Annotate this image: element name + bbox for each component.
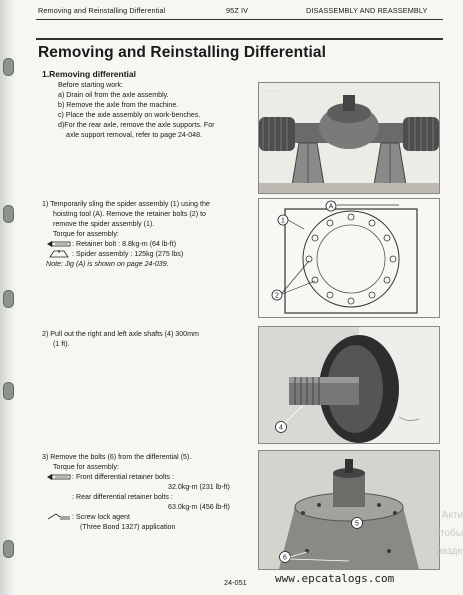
spider-assembly-text: : Spider assembly : 125kg (275 lbs) bbox=[72, 250, 184, 258]
callout-1: 1 bbox=[281, 217, 285, 225]
step1-line1: 1) Temporarily sling the spider assembly (1) using the bbox=[42, 200, 210, 208]
screw-lock-icon bbox=[46, 513, 72, 521]
axle-shaft-photo bbox=[258, 326, 440, 444]
spider-assembly-spec bbox=[46, 250, 183, 259]
header-right: DISASSEMBLY AND REASSEMBLY bbox=[306, 6, 428, 15]
axle-shaft-illustration bbox=[259, 327, 439, 443]
header-model: 95Z IV bbox=[226, 6, 249, 15]
torque-label: Torque for assembly: bbox=[53, 230, 119, 238]
binder-hole bbox=[3, 290, 14, 308]
differential-photo bbox=[258, 450, 440, 570]
header-rule bbox=[36, 19, 443, 20]
front-retainer-value: 32.0kg-m (231 lb-ft) bbox=[168, 483, 230, 491]
jig-note: Note: Jig (A) is shown on page 24-039. bbox=[46, 260, 169, 268]
screw-lock-text: : Screw lock agent bbox=[72, 513, 130, 521]
step-b: b) Remove the axle from the machine. bbox=[58, 101, 179, 109]
rear-retainer-spec: : Rear differential retainer bolts : bbox=[72, 493, 173, 501]
step1-line2: hoisting tool (A). Remove the retainer bolts (2) to bbox=[53, 210, 206, 218]
axle-illustration bbox=[259, 83, 439, 193]
binder-hole bbox=[3, 382, 14, 400]
differential-illustration bbox=[259, 451, 439, 569]
spider-figure bbox=[258, 198, 440, 318]
spider-assembly-diagram bbox=[259, 199, 439, 317]
faint-overlay-2: Чтобы bbox=[433, 528, 463, 539]
retainer-bolt-spec bbox=[46, 240, 176, 249]
screw-lock-application: (Three Bond 1327) application bbox=[80, 523, 176, 531]
callout-6: 6 bbox=[283, 554, 287, 562]
rear-retainer-value: 63.0kg-m (456 lb-ft) bbox=[168, 503, 230, 511]
binder-hole bbox=[3, 205, 14, 223]
callout-a: A bbox=[328, 203, 334, 211]
page-number: 24-051 bbox=[224, 578, 247, 587]
faint-overlay-1: Акти bbox=[441, 510, 463, 521]
svg-text:~ ~ ~: ~ ~ ~ bbox=[265, 89, 279, 95]
step2-line1: 2) Pull out the right and left axle shafts (4) 300mm bbox=[42, 330, 199, 338]
step-c: c) Place the axle assembly on work-benches. bbox=[58, 111, 201, 119]
title-rule bbox=[36, 38, 443, 40]
page-title: Removing and Reinstalling Differential bbox=[38, 44, 327, 61]
front-retainer-spec bbox=[46, 473, 174, 482]
wrench-icon bbox=[46, 240, 72, 248]
faint-overlay-3: разде bbox=[436, 546, 463, 557]
wrench-icon bbox=[46, 473, 72, 481]
site-watermark[interactable]: www.epcatalogs.com bbox=[275, 572, 395, 585]
binder-hole bbox=[3, 540, 14, 558]
step-d: d)For the rear axle, remove the axle supports. For bbox=[58, 121, 215, 129]
step-a: a) Drain oil from the axle assembly. bbox=[58, 91, 169, 99]
intro-text: Before starting work: bbox=[58, 81, 124, 89]
callout-5: 5 bbox=[355, 520, 359, 528]
callout-4: 4 bbox=[279, 424, 283, 432]
torque-label-2: Torque for assembly: bbox=[53, 463, 119, 471]
header-left: Removing and Reinstalling Differential bbox=[38, 6, 166, 15]
binder-edge bbox=[0, 0, 16, 595]
step2-line2: (1 ft). bbox=[53, 340, 70, 348]
step-d-cont: axle support removal, refer to page 24-048. bbox=[66, 131, 203, 139]
front-retainer-text: : Front differential retainer bolts : bbox=[72, 473, 174, 481]
axle-photo bbox=[258, 82, 440, 194]
retainer-bolt-text: : Retainer bolt : 8.8kg-m (64 lb-ft) bbox=[72, 240, 177, 248]
section-heading: 1.Removing differential bbox=[42, 69, 136, 79]
binder-hole bbox=[3, 58, 14, 76]
step1-line3: remove the spider assembly (1). bbox=[53, 220, 155, 228]
weight-icon bbox=[46, 250, 72, 258]
step3-line: 3) Remove the bolts (6) from the differential (5). bbox=[42, 453, 192, 461]
callout-2: 2 bbox=[275, 292, 279, 300]
screw-lock-spec bbox=[46, 513, 130, 522]
